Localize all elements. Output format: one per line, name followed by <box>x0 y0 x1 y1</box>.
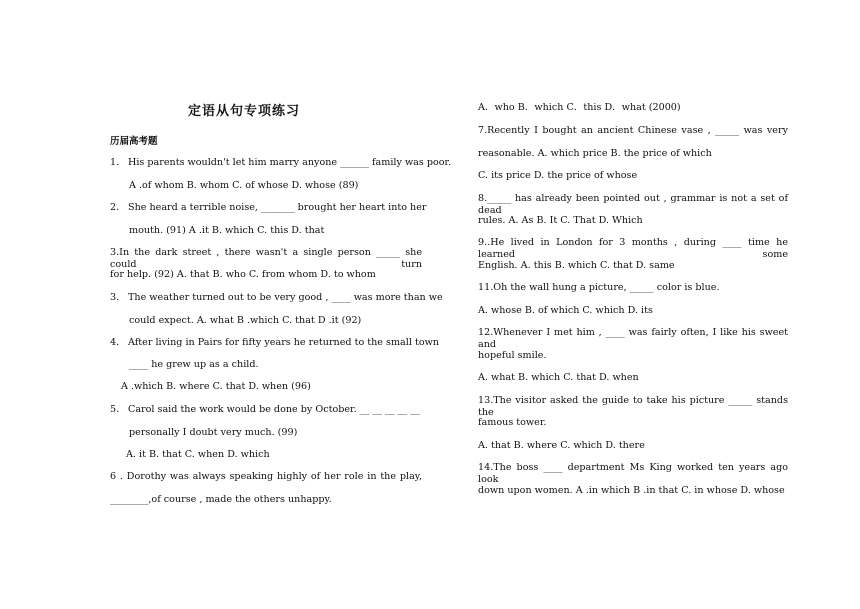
question-7-line-3: C. its price D. the price of whose <box>478 170 638 181</box>
question-5-line-2: personally I doubt very much. (99) <box>129 427 298 438</box>
question-13-line-1: 13.The visitor asked the guide to take his picture _____ stands the <box>478 395 788 418</box>
section-subtitle: 历届高考题 <box>110 136 158 147</box>
page-title: 定语从句专项练习 <box>188 104 301 119</box>
question-3-line-2: for help. (92) A. that B. who C. from whom D. to whom <box>110 269 376 280</box>
question-number: 3. <box>110 292 120 303</box>
question-2-line-1: 2. She heard a terrible noise, _______ brought her heart into her <box>110 202 427 213</box>
question-11-options: A. whose B. of which C. which D. its <box>478 305 653 316</box>
question-12-options: A. what B. which C. that D. when <box>478 372 639 383</box>
question-1-line-1: 1. His parents wouldn't let him marry anyone ______ family was poor. <box>110 157 452 168</box>
question-2-options: mouth. (91) A .it B. which C. this D. that <box>129 225 325 236</box>
question-4-line-1: 4. After living in Pairs for fifty years he returned to the small town <box>110 337 439 348</box>
question-12-line-1: 12.Whenever I met him , ____ was fairly often, I like his sweet and <box>478 327 788 350</box>
question-3b-line-1: 3. The weather turned out to be very good , ____ was more than we <box>110 292 443 303</box>
question-number: 2. <box>110 202 120 213</box>
question-14-line-1: 14.The boss ____ department Ms King worked ten years ago look <box>478 462 788 485</box>
question-6-options: A．who B．which C．this D．what (2000) <box>478 102 681 113</box>
question-13-options: A. that B. where C. which D. there <box>478 440 645 451</box>
question-number: 1. <box>110 157 120 168</box>
question-1-options: A .of whom B. whom C. of whose D. whose (89) <box>129 180 359 191</box>
question-7-line-1: 7.Recently I bought an ancient Chinese vase , _____ was very <box>478 125 788 136</box>
question-3-line-1: 3.In the dark street , there wasn't a single person _____ she could turn <box>110 247 422 270</box>
question-7-line-2: reasonable. A. which price B. the price of which <box>478 148 712 159</box>
question-4-options: A .which B. where C. that D. when (96) <box>121 381 311 392</box>
question-12-line-2: hopeful smile. <box>478 350 547 361</box>
question-3b-options: could expect. A. what B .which C. that D .it (92) <box>129 315 362 326</box>
question-8-line-1: 8._____ has already been pointed out , grammar is not a set of dead <box>478 193 788 216</box>
question-number: 5. <box>110 404 120 415</box>
question-9-line-1: 9..He lived in London for 3 months , during ____ time he learned some <box>478 237 788 260</box>
question-5-line-1: 5. Carol said the work would be done by October. __ __ __ __ __ <box>110 404 420 415</box>
question-13-line-2: famous tower. <box>478 417 547 428</box>
question-6-line-1: 6 . Dorothy was always speaking highly of her role in the play, <box>110 471 422 482</box>
question-11-line-1: 11.Oh the wall hung a picture, _____ color is blue. <box>478 282 720 293</box>
question-14-line-2: down upon women. A .in which B .in that C. in whose D. whose <box>478 485 785 496</box>
question-6-line-2: ________,of course , made the others unhappy. <box>110 494 332 505</box>
question-4-line-2: ____ he grew up as a child. <box>129 359 259 370</box>
question-5-options: A. it B. that C. when D. which <box>126 449 270 460</box>
question-9-line-2: English. A. this B. which C. that D. same <box>478 260 675 271</box>
question-number: 4. <box>110 337 120 348</box>
question-8-line-2: rules. A. As B. It C. That D. Which <box>478 215 643 226</box>
